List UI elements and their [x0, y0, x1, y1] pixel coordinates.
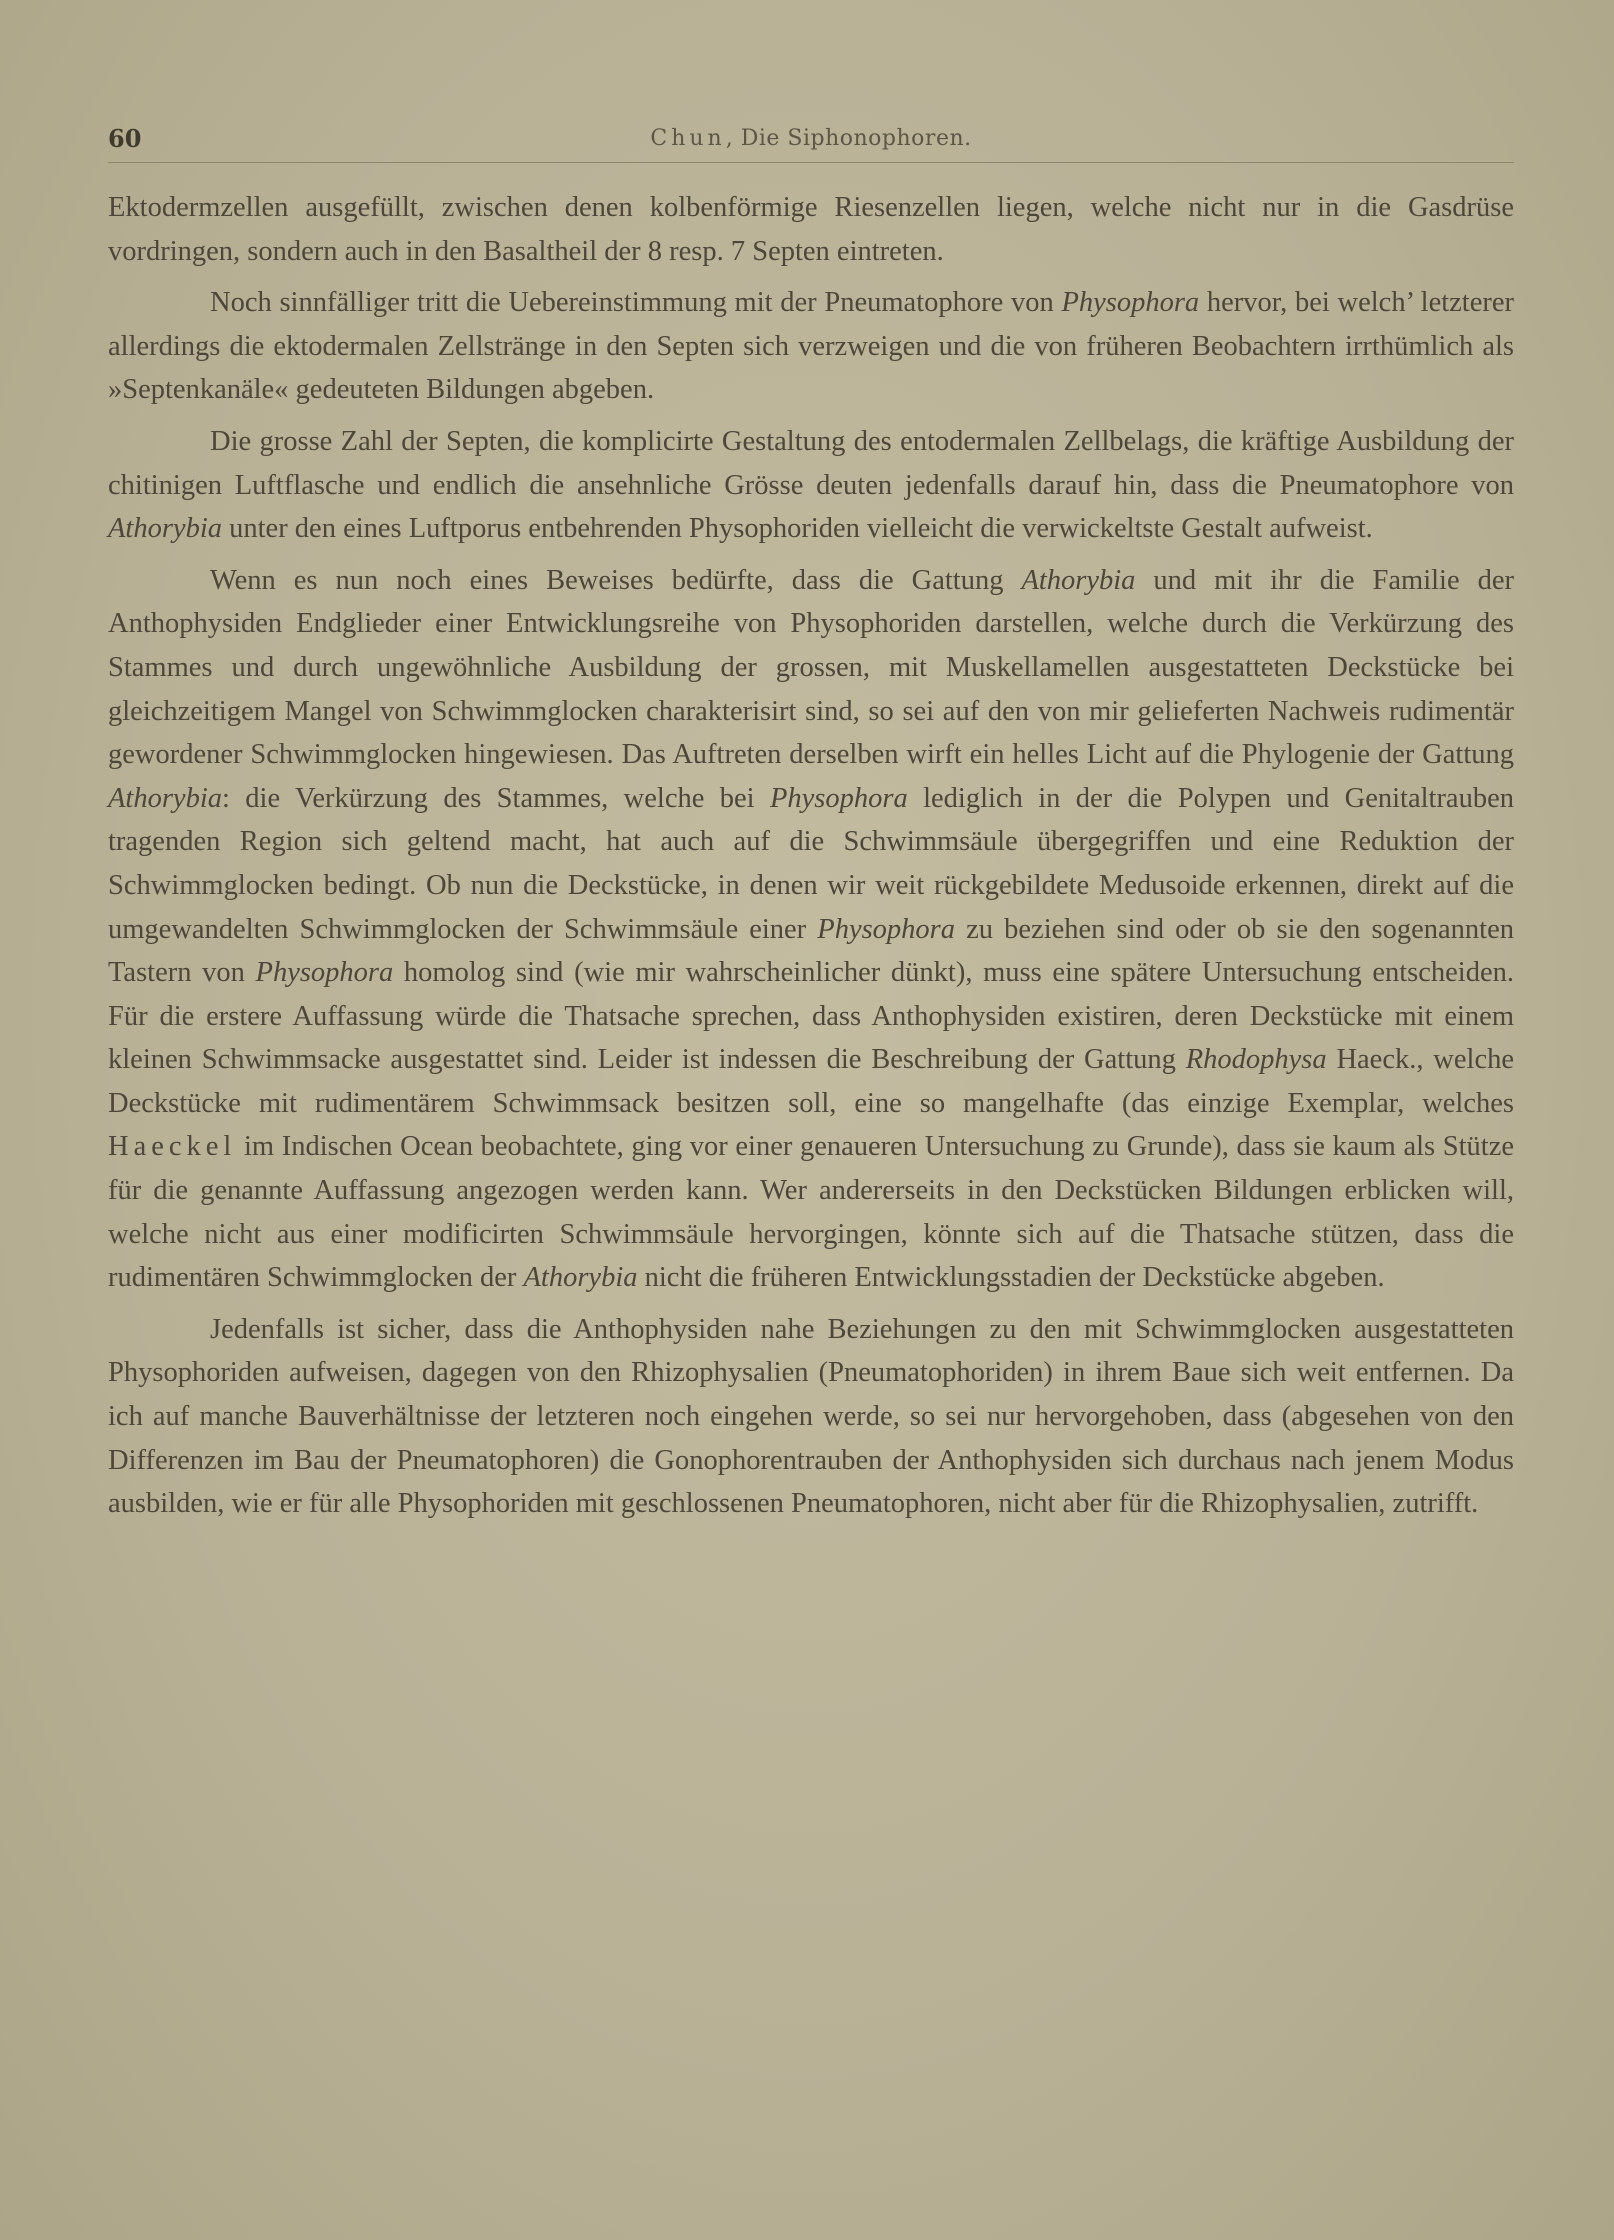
italic-term: Physophora — [769, 782, 908, 814]
running-head-author: Chun — [650, 126, 726, 151]
paragraph — [108, 420, 1514, 551]
paragraph — [108, 559, 1514, 1300]
italic-term: Physophora — [255, 957, 394, 989]
italic-term: Athorybia — [1021, 564, 1136, 596]
page-header — [108, 118, 1514, 163]
italic-term: Physophora — [1061, 287, 1200, 319]
text-run: zu beziehen sind oder ob sie den sogenannten Tastern von — [108, 913, 1514, 989]
italic-term: Athorybia — [108, 513, 222, 545]
text-run: lediglich in der die Polypen und Genitaltrauben tragenden Region sich geltend macht, hat auch auf die Schwimmsäule übergegriffen und eine Reduktion der Schwimmglocken bedingt. Ob nun die Deckstücke, in denen wir weit rückgebildete Medusoide erkennen, direkt auf die umgewandelten Schwimmglocken der Schwimmsäule einer — [108, 782, 1514, 945]
text-run: unter den eines Luftporus entbehrenden Physophoriden vielleicht die verwickeltste Gestalt aufweist. — [222, 513, 1373, 545]
text-run: homolog sind (wie mir wahrscheinlicher dünkt), muss eine spätere Untersuchung entscheiden. Für die erstere Auffassung würde die Thatsache sprechen, dass Anthophysiden existiren, deren Deckstücke mit einem kleinen Schwimmsacke ausgestattet sind. Leider ist indessen die Beschreibung der Gattung — [108, 957, 1515, 1076]
italic-term: Athorybia — [523, 1262, 638, 1294]
text-run: Noch sinnfälliger tritt die Uebereinstimmung mit der Pneumatophore von — [210, 287, 1062, 319]
italic-term: Rhodophysa — [1185, 1044, 1327, 1076]
text-run: hervor, bei welch’ letzterer allerdings die ektodermalen Zellstränge in den Septen sich verzweigen und die von früheren Beobachtern irrthümlich als »Septenkanäle« gedeuteten Bildungen abgeben. — [108, 287, 1514, 406]
page-number: 60 — [108, 124, 142, 153]
italic-term: Athorybia — [108, 782, 222, 814]
paragraph — [108, 1308, 1514, 1526]
text-run: : die Verkürzung des Stammes, welche bei — [222, 782, 770, 814]
body-text — [108, 186, 1514, 1534]
italic-term: Physophora — [817, 913, 956, 945]
text-run: nicht die früheren Entwicklungsstadien der Deckstücke abgeben. — [637, 1262, 1385, 1294]
text-run: Haeck., welche Deckstücke mit rudimentärem Schwimmsack besitzen soll, eine so mangelhafte (das einzige Exemplar, welches — [108, 1044, 1515, 1119]
text-run: Ektodermzellen ausgefüllt, zwischen denen kolbenförmige Riesenzellen liegen, welche nicht nur in die Gasdrüse vordringen, sondern auch in den Basaltheil der 8 resp. 7 Septen eintreten. — [108, 192, 1514, 267]
running-head-title: Die Siphonophoren. — [740, 126, 972, 151]
text-run: im Indischen Ocean beobachtete, ging vor einer genaueren Untersuchung zu Grunde), dass sie kaum als Stütze für die genannte Auffassung angezogen werden kann. Wer andererseits in den Deckstücken Bildungen erblicken will, welche nicht aus einer modificirten Schwimmsäule hervorgingen, könnte sich auf die Thatsache stützen, dass die rudimentären Schwimmglocken der — [108, 1131, 1514, 1294]
author-name: Haeckel — [108, 1131, 237, 1163]
text-run: Wenn es nun noch eines Beweises bedürfte, dass die Gattung — [210, 564, 1022, 596]
text-run: Die grosse Zahl der Septen, die komplicirte Gestaltung des entodermalen Zellbelags, die kräftige Ausbildung der chitinigen Luftflasche und endlich die ansehnliche Grösse deuten jedenfalls darauf hin, dass die Pneumatophore von — [108, 425, 1514, 501]
paragraph — [108, 281, 1514, 412]
text-run: Jedenfalls ist sicher, dass die Anthophysiden nahe Beziehungen zu den mit Schwimmglocken ausgestatteten Physophoriden aufweisen, dagegen von den Rhizophysalien (Pneumatophoriden) in ihrem Baue sich weit entfernen. Da ich auf manche Bauverhältnisse der letzteren noch eingehen werde, so sei nur hervorgehoben, dass (abgesehen von den Differenzen im Bau der Pneumatophoren) die Gonophorentrauben der Anthophysiden sich durchaus nach jenem Modus ausbilden, wie er für alle Physophoriden mit geschlossenen Pneumatophoren, nicht aber für die Rhizophysalien, zutrifft. — [108, 1313, 1514, 1520]
paragraph — [108, 186, 1514, 273]
running-head: Chun, Die Siphonophoren. — [650, 126, 972, 151]
text-run: und mit ihr die Familie der Anthophysiden Endglieder einer Entwicklungsreihe von Physophoriden darstellen, welche durch die Verkürzung des Stammes und durch ungewöhnliche Ausbildung der grossen, mit Muskellamellen ausgestatteten Deckstücke bei gleichzeitigem Mangel von Schwimmglocken charakterisirt sind, so sei auf den von mir gelieferten Nachweis rudimentär gewordener Schwimmglocken hingewiesen. Das Auftreten derselben wirft ein helles Licht auf die Phylogenie der Gattung — [108, 564, 1514, 771]
